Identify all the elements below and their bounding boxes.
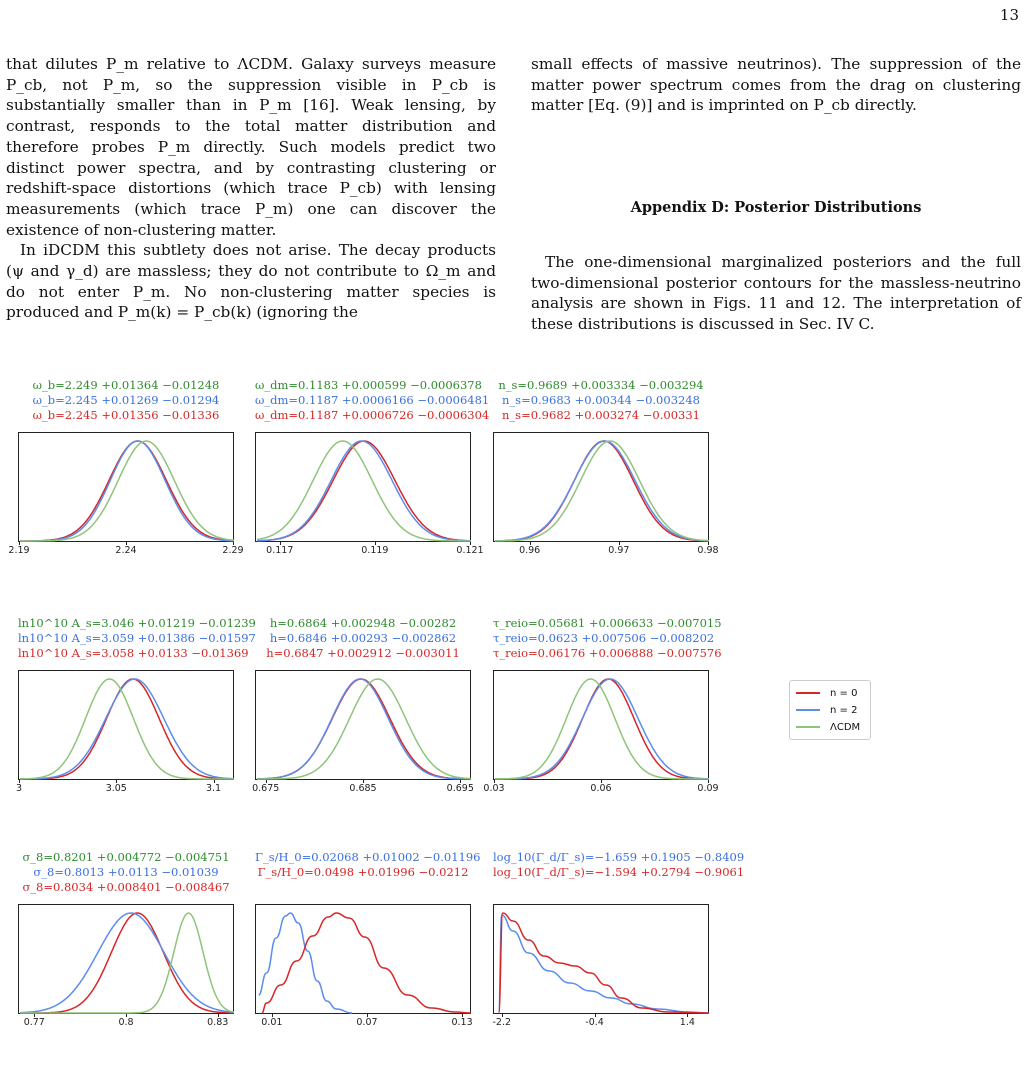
tick-label: 2.24 xyxy=(115,545,137,556)
posterior-svg xyxy=(256,905,472,1015)
posterior-curve xyxy=(257,441,471,541)
posterior-curve xyxy=(20,679,234,779)
posterior-curve xyxy=(499,913,709,1013)
tick-label: 0.01 xyxy=(261,1017,283,1028)
tick-label: 0.09 xyxy=(697,783,719,794)
posterior-svg xyxy=(494,433,710,543)
posterior-plot xyxy=(18,432,234,542)
posterior-label: τ_reio=0.06176 +0.006888 −0.007576 xyxy=(493,646,722,660)
legend-item-n0 xyxy=(796,686,857,700)
posterior-label: ω_b=2.249 +0.01364 −0.01248 xyxy=(32,378,220,392)
posterior-label: Γ_s/H_0=0.02068 +0.01002 −0.01196 xyxy=(255,850,481,864)
posterior-curve xyxy=(257,679,471,779)
posterior-labels xyxy=(255,616,471,661)
right-column xyxy=(531,54,1021,335)
posterior-curve xyxy=(495,679,709,779)
posterior-curve xyxy=(495,441,709,541)
tick-label: 0.97 xyxy=(608,545,630,556)
posterior-label: h=0.6847 +0.002912 −0.003011 xyxy=(266,646,460,660)
posterior-labels xyxy=(18,850,234,895)
tick-label: 0.06 xyxy=(590,783,612,794)
tick-label: 3.1 xyxy=(205,783,222,794)
posterior-curve xyxy=(20,679,234,779)
tick-label: -0.4 xyxy=(585,1017,604,1028)
tick-label: 0.98 xyxy=(697,545,719,556)
posterior-curve xyxy=(257,679,471,779)
tick-label: 0.07 xyxy=(356,1017,378,1028)
posterior-curve xyxy=(20,679,234,779)
right-paragraph-1: small effects of massive neutrinos). The suppression of the matter power spectrum comes from the drag on clustering matter [Eq. (9)] and is imprinted on P_cb directly. xyxy=(531,55,1021,115)
tick-label: 3 xyxy=(15,783,23,794)
legend-item-lcdm xyxy=(796,720,860,734)
posterior-label: ln10^10 A_s=3.058 +0.0133 −0.01369 xyxy=(18,646,249,660)
tick-label: 0.03 xyxy=(483,783,505,794)
legend-label-lcdm: ΛCDM xyxy=(830,721,861,733)
posterior-labels xyxy=(18,378,234,423)
posterior-curve xyxy=(257,441,471,541)
posterior-plot xyxy=(18,904,234,1014)
legend-label-n0: n = 0 xyxy=(830,687,858,699)
tick-label: 0.685 xyxy=(349,783,377,794)
posterior-label: n_s=0.9682 +0.003274 −0.00331 xyxy=(502,408,700,422)
posterior-label: n_s=0.9689 +0.003334 −0.003294 xyxy=(498,378,704,392)
posterior-label: ω_b=2.245 +0.01356 −0.01336 xyxy=(32,408,220,422)
posterior-curve xyxy=(495,679,709,779)
posterior-label: τ_reio=0.05681 +0.006633 −0.007015 xyxy=(493,616,722,630)
posterior-svg xyxy=(494,671,710,781)
tick-label: -2.2 xyxy=(492,1017,512,1028)
posterior-svg xyxy=(256,671,472,781)
posterior-svg xyxy=(19,433,235,543)
tick-label: 0.83 xyxy=(207,1017,229,1028)
posterior-curve xyxy=(257,679,471,779)
posterior-label: h=0.6864 +0.002948 −0.00282 xyxy=(269,616,457,630)
posterior-curve xyxy=(20,913,234,1013)
tick-label: 0.8 xyxy=(118,1017,134,1028)
tick-label: 2.29 xyxy=(222,545,244,556)
posterior-label: ω_b=2.245 +0.01269 −0.01294 xyxy=(32,393,220,407)
posterior-label: τ_reio=0.0623 +0.007506 −0.008202 xyxy=(493,631,715,645)
legend-item-n2 xyxy=(796,703,857,717)
posterior-labels xyxy=(493,850,745,880)
tick-label: 1.4 xyxy=(679,1017,695,1028)
tick-label: 0.77 xyxy=(23,1017,45,1028)
posterior-curve xyxy=(495,441,709,541)
posterior-labels xyxy=(255,850,481,880)
posterior-plot xyxy=(255,670,471,780)
posterior-label: h=0.6846 +0.00293 −0.002862 xyxy=(269,631,457,645)
posterior-curve xyxy=(262,913,471,1013)
posterior-label: n_s=0.9683 +0.00344 −0.003248 xyxy=(502,393,700,407)
left-paragraph-1: that dilutes P_m relative to ΛCDM. Galaxy surveys measure P_cb, not P_m, so the suppression visible in P_cb is substantially smaller than in P_m [16]. Weak lensing, by contrast, responds to the total matter distribution and therefore probes P_m directly. Such models predict two distinct power spectra, and by contrasting clustering or redshift-space distortions (which trace P_cb) with lensing measurements (which trace P_m) one can discover the existence of non-clustering matter. xyxy=(6,55,496,239)
tick-label: 0.96 xyxy=(519,545,541,556)
posterior-label: log_10(Γ_d/Γ_s)=−1.594 +0.2794 −0.9061 xyxy=(493,865,745,879)
posterior-label: ln10^10 A_s=3.059 +0.01386 −0.01597 xyxy=(18,631,256,645)
posterior-curve xyxy=(257,441,471,541)
posterior-curve xyxy=(495,441,709,541)
posterior-plot xyxy=(255,432,471,542)
posterior-plot xyxy=(493,432,709,542)
posterior-label: Γ_s/H_0=0.0498 +0.01996 −0.0212 xyxy=(257,865,469,879)
posterior-label: log_10(Γ_d/Γ_s)=−1.659 +0.1905 −0.8409 xyxy=(493,850,745,864)
tick-label: 0.121 xyxy=(456,545,484,556)
posterior-label: ω_dm=0.1187 +0.0006726 −0.0006304 xyxy=(255,408,490,422)
posterior-label: ω_dm=0.1187 +0.0006166 −0.0006481 xyxy=(255,393,490,407)
posterior-curve xyxy=(20,913,234,1013)
legend-label-n2: n = 2 xyxy=(830,704,858,716)
posterior-svg xyxy=(256,433,472,543)
posterior-svg xyxy=(19,905,235,1015)
posterior-labels xyxy=(493,616,722,661)
posterior-plot xyxy=(255,904,471,1014)
posterior-label: ω_dm=0.1183 +0.000599 −0.0006378 xyxy=(255,378,482,392)
left-paragraph-2: In iDCDM this subtlety does not arise. The decay products (ψ and γ_d) are massless; they do not contribute to Ω_m and do not enter P_m. No non-clustering matter species is produced and P_m(k) = P_cb(k) (ignoring the xyxy=(6,241,496,322)
appendix-heading: Appendix D: Posterior Distributions xyxy=(630,199,922,217)
posterior-curve xyxy=(20,913,234,1013)
posterior-label: σ_8=0.8013 +0.0113 −0.01039 xyxy=(33,865,219,879)
right-paragraph-2: The one-dimensional marginalized posteriors and the full two-dimensional posterior contours for the massless-neutrino analysis are shown in Figs. 11 and 12. The interpretation of these distributions is discussed in Sec. IV C. xyxy=(531,252,1021,333)
posterior-curve xyxy=(499,915,709,1013)
tick-label: 0.695 xyxy=(446,783,474,794)
legend-swatch-n0 xyxy=(796,692,820,694)
posterior-curve xyxy=(495,679,709,779)
posterior-label: σ_8=0.8201 +0.004772 −0.004751 xyxy=(22,850,230,864)
tick-label: 2.19 xyxy=(8,545,30,556)
posterior-labels xyxy=(18,616,256,661)
posterior-plot xyxy=(493,670,709,780)
posterior-plot xyxy=(493,904,709,1014)
tick-label: 0.119 xyxy=(361,545,389,556)
posterior-labels xyxy=(493,378,709,423)
tick-label: 0.117 xyxy=(266,545,294,556)
legend-swatch-n2 xyxy=(796,709,820,711)
posterior-label: σ_8=0.8034 +0.008401 −0.008467 xyxy=(22,880,230,894)
posterior-svg xyxy=(494,905,710,1015)
posterior-labels xyxy=(255,378,490,423)
posterior-label: ln10^10 A_s=3.046 +0.01219 −0.01239 xyxy=(18,616,256,630)
posterior-svg xyxy=(19,671,235,781)
tick-label: 3.05 xyxy=(105,783,127,794)
tick-label: 0.675 xyxy=(252,783,280,794)
figure-legend xyxy=(789,680,871,740)
left-column xyxy=(6,54,496,323)
page-number: 13 xyxy=(999,6,1019,24)
posterior-curve xyxy=(20,441,234,541)
posterior-plot xyxy=(18,670,234,780)
legend-swatch-lcdm xyxy=(796,726,820,728)
tick-label: 0.13 xyxy=(451,1017,473,1028)
